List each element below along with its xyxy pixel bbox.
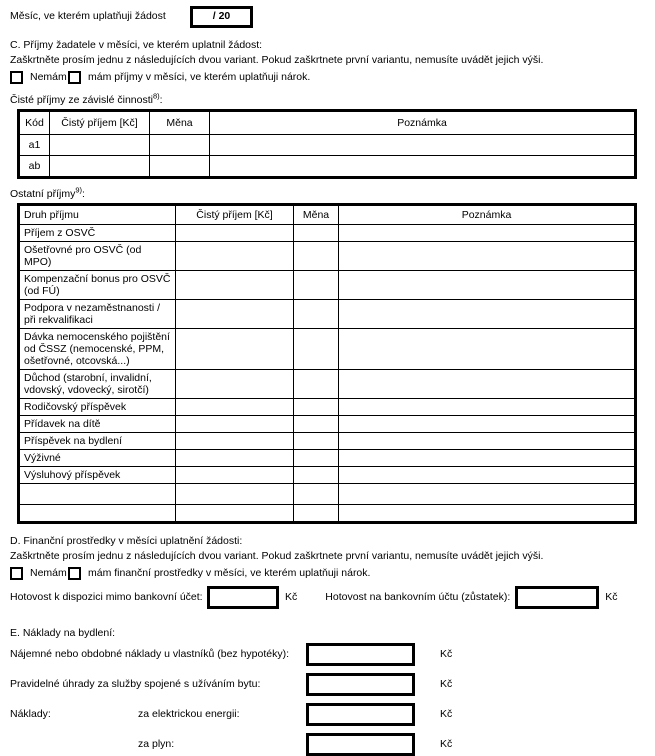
currency-label: Kč [285, 591, 298, 603]
electricity-input[interactable] [306, 703, 415, 726]
month-value: / 20 [212, 10, 231, 22]
checkbox-c-mam[interactable] [68, 71, 81, 84]
currency-cell[interactable] [294, 399, 339, 416]
currency-label: Kč [440, 738, 453, 750]
costs-label: Náklady: [10, 708, 51, 720]
amount-cell[interactable] [176, 242, 294, 271]
cash-outside-input[interactable] [207, 586, 279, 609]
checkbox-d-mam-label: mám finanční prostředky v měsíci, ve kterém uplatňuji nárok. [88, 567, 371, 579]
section-d-options [10, 566, 646, 581]
currency-cell[interactable] [294, 450, 339, 467]
amount-cell[interactable] [176, 329, 294, 370]
currency-cell[interactable] [294, 370, 339, 399]
table-row [19, 484, 636, 505]
income-type-cell[interactable] [19, 505, 176, 523]
table-row [19, 450, 636, 467]
header-mena: Měna [294, 205, 339, 225]
income-type-cell: Podpora v nezaměstnanosti / při rekvalifikaci [19, 300, 176, 329]
amount-cell[interactable] [50, 156, 150, 178]
checkbox-d-mam[interactable] [68, 567, 81, 580]
other-income-table [17, 203, 637, 524]
currency-cell[interactable] [150, 156, 210, 178]
net-income-header-row [19, 111, 636, 135]
section-d-title: D. Finanční prostředky v měsíci uplatnění žádosti: [10, 535, 243, 547]
table-row [19, 329, 636, 370]
table-row [19, 370, 636, 399]
table-row [19, 300, 636, 329]
table-row [19, 433, 636, 450]
currency-cell[interactable] [294, 225, 339, 242]
cash-bank-label: Hotovost na bankovním účtu (zůstatek): [325, 591, 511, 603]
cash-row [10, 586, 646, 609]
amount-cell[interactable] [176, 271, 294, 300]
income-type-cell[interactable] [19, 484, 176, 505]
amount-cell[interactable] [50, 135, 150, 156]
table-row [19, 416, 636, 433]
table-row [19, 156, 636, 178]
currency-cell[interactable] [294, 505, 339, 523]
housing-cost-row [10, 673, 646, 696]
currency-cell[interactable] [294, 300, 339, 329]
note-cell[interactable] [339, 370, 636, 399]
note-cell[interactable] [339, 399, 636, 416]
amount-cell[interactable] [176, 433, 294, 450]
amount-cell[interactable] [176, 467, 294, 484]
net-income-table-title [10, 91, 646, 107]
note-cell[interactable] [339, 416, 636, 433]
header-mena: Měna [150, 111, 210, 135]
month-label: Měsíc, ve kterém uplatňuji žádost [10, 10, 166, 22]
currency-cell[interactable] [294, 242, 339, 271]
note-cell[interactable] [339, 433, 636, 450]
housing-cost-row [10, 733, 646, 756]
table-row [19, 242, 636, 271]
cash-bank-input[interactable] [515, 586, 599, 609]
housing-cost-row [10, 643, 646, 666]
gas-input[interactable] [306, 733, 415, 756]
net-income-title-text: Čisté příjmy ze závislé činnosti [10, 94, 153, 106]
currency-label: Kč [440, 708, 453, 720]
income-type-cell: Kompenzační bonus pro OSVČ (od FÚ) [19, 271, 176, 300]
note-cell[interactable] [339, 467, 636, 484]
amount-cell[interactable] [176, 399, 294, 416]
header-kod: Kód [19, 111, 50, 135]
checkbox-c-nemam-label: Nemám [30, 71, 67, 83]
net-income-table [17, 109, 637, 179]
currency-cell[interactable] [294, 416, 339, 433]
income-type-cell: Přídavek na dítě [19, 416, 176, 433]
amount-cell[interactable] [176, 300, 294, 329]
other-income-title-text: Ostatní příjmy [10, 188, 76, 200]
code-cell: a1 [19, 135, 50, 156]
other-income-title-colon: : [82, 188, 85, 200]
header-cisty-prijem: Čistý příjem [Kč] [50, 111, 150, 135]
note-cell[interactable] [339, 300, 636, 329]
month-input[interactable] [190, 6, 253, 28]
currency-label: Kč [440, 678, 453, 690]
currency-cell[interactable] [150, 135, 210, 156]
table-row [19, 225, 636, 242]
note-cell[interactable] [339, 329, 636, 370]
header-cisty-prijem: Čistý příjem [Kč] [176, 205, 294, 225]
electricity-label: za elektrickou energii: [138, 708, 240, 720]
cash-outside-label: Hotovost k dispozici mimo bankovní účet: [10, 591, 203, 603]
services-input[interactable] [306, 673, 415, 696]
income-type-cell: Ošetřovné pro OSVČ (od MPO) [19, 242, 176, 271]
footnote-ref-8: 8) [152, 91, 160, 101]
section-e-title: E. Náklady na bydlení: [10, 627, 116, 639]
table-row [19, 467, 636, 484]
currency-label: Kč [605, 591, 618, 603]
currency-label: Kč [440, 648, 453, 660]
currency-cell[interactable] [294, 329, 339, 370]
note-cell[interactable] [339, 225, 636, 242]
amount-cell[interactable] [176, 370, 294, 399]
other-income-table-title [10, 185, 646, 201]
amount-cell[interactable] [176, 484, 294, 505]
month-row [10, 5, 646, 28]
income-type-cell: Rodičovský příspěvek [19, 399, 176, 416]
header-druh-prijmu: Druh příjmu [19, 205, 176, 225]
code-cell: ab [19, 156, 50, 178]
net-income-title-colon: : [159, 94, 163, 106]
income-type-cell: Důchod (starobní, invalidní, vdovský, vdovecký, sirotčí) [19, 370, 176, 399]
income-type-cell: Výsluhový příspěvek [19, 467, 176, 484]
header-poznamka: Poznámka [339, 205, 636, 225]
income-type-cell: Příjem z OSVČ [19, 225, 176, 242]
header-poznamka: Poznámka [210, 111, 636, 135]
other-income-header-row [19, 205, 636, 225]
note-cell[interactable] [339, 271, 636, 300]
housing-cost-row [10, 703, 646, 726]
income-type-cell: Příspěvek na bydlení [19, 433, 176, 450]
amount-cell[interactable] [176, 450, 294, 467]
section-c-title: C. Příjmy žadatele v měsíci, ve kterém uplatnil žádost: [10, 39, 263, 51]
table-row [19, 135, 636, 156]
amount-cell[interactable] [176, 505, 294, 523]
note-cell[interactable] [339, 450, 636, 467]
income-type-cell: Výživné [19, 450, 176, 467]
amount-cell[interactable] [176, 416, 294, 433]
section-c-instruction: Zaškrtněte prosím jednu z následujících dvou variant. Pokud zaškrtnete první variantu, nemusíte uvádět jejich výši. [10, 54, 544, 66]
income-type-cell: Dávka nemocenského pojištění od ČSSZ (nemocenské, PPM, ošetřovné, otcovská...) [19, 329, 176, 370]
currency-cell[interactable] [294, 467, 339, 484]
currency-cell[interactable] [294, 484, 339, 505]
note-cell[interactable] [210, 156, 636, 178]
checkbox-c-nemam[interactable] [10, 71, 23, 84]
amount-cell[interactable] [176, 225, 294, 242]
gas-label: za plyn: [138, 738, 175, 750]
section-c-options [10, 70, 646, 85]
section-d-instruction: Zaškrtněte prosím jednu z následujících dvou variant. Pokud zaškrtnete první variantu, nemusíte uvádět jejich výši. [10, 550, 544, 562]
table-row [19, 399, 636, 416]
currency-cell[interactable] [294, 271, 339, 300]
note-cell[interactable] [210, 135, 636, 156]
checkbox-d-nemam-label: Nemám [30, 567, 67, 579]
currency-cell[interactable] [294, 433, 339, 450]
table-row [19, 505, 636, 523]
footnote-ref-9: 9) [75, 185, 83, 195]
services-label: Pravidelné úhrady za služby spojené s užíváním bytu: [10, 678, 261, 690]
table-row [19, 271, 636, 300]
note-cell[interactable] [339, 484, 636, 505]
costs-label-spacer [10, 738, 138, 751]
checkbox-d-nemam[interactable] [10, 567, 23, 580]
note-cell[interactable] [339, 505, 636, 523]
note-cell[interactable] [339, 242, 636, 271]
checkbox-c-mam-label: mám příjmy v měsíci, ve kterém uplatňuji nárok. [88, 71, 311, 83]
rent-input[interactable] [306, 643, 415, 666]
rent-label: Nájemné nebo obdobné náklady u vlastníků (bez hypotéky): [10, 648, 290, 660]
